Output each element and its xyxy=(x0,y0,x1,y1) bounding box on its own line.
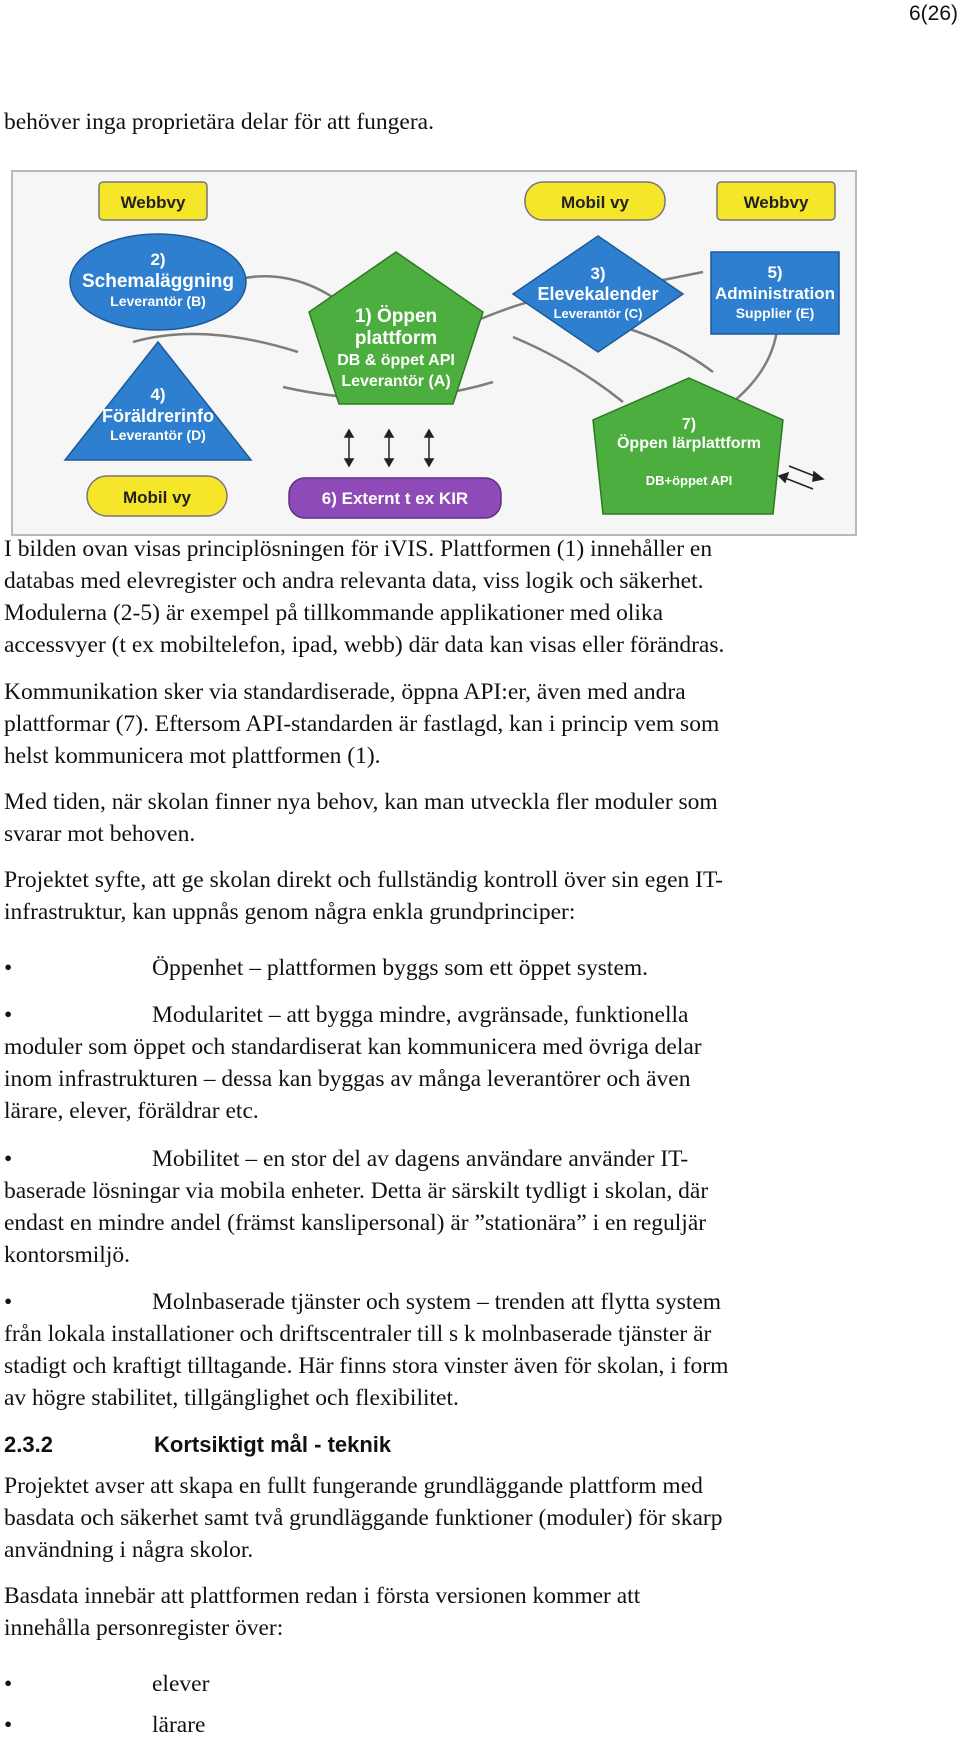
diagonal-arrows xyxy=(779,466,823,489)
plattform-line2: plattform xyxy=(354,328,438,349)
list-item-text: elever xyxy=(152,1671,210,1697)
list-item xyxy=(4,1668,954,1700)
intro-fragment: behöver inga proprietära delar för att fungera. xyxy=(4,109,434,135)
principle-openness xyxy=(4,952,954,984)
principle-cloud xyxy=(4,1286,954,1318)
bullet: • xyxy=(4,1712,13,1738)
p1-line3: Modulerna (2-5) är exempel på tillkommande applikationer med olika xyxy=(4,600,664,626)
elev-supplier: Leverantör (C) xyxy=(553,306,643,321)
plattform-line4: Leverantör (A) xyxy=(341,373,451,390)
p4-line2: infrastruktur, kan uppnås genom några enkla grundprinciper: xyxy=(4,899,576,925)
webbvy-left-box xyxy=(99,182,207,220)
plattform-line1: 1) Öppen xyxy=(354,306,438,327)
schema-number: 2) xyxy=(150,250,166,269)
vertical-arrows xyxy=(345,430,433,466)
webbvy-right-label: Webbvy xyxy=(743,193,809,212)
mobilvy-top-box xyxy=(525,182,665,220)
section-title: Kortsiktigt mål - teknik xyxy=(154,1432,392,1457)
section-p1-line1: Projektet avser att skapa en fullt fungerande grundläggande plattform med xyxy=(4,1473,703,1499)
schema-title: Schemaläggning xyxy=(81,271,235,292)
mobilvy-top-label: Mobil vy xyxy=(560,193,630,212)
admin-title: Administration xyxy=(715,284,835,303)
section-p1-line2: basdata och säkerhet samt två grundläggande funktioner (moduler) för skarp xyxy=(4,1505,723,1531)
larplattform-number: 7) xyxy=(681,416,697,433)
larplattform-module xyxy=(593,378,783,514)
principle-text: Öppenhet – plattformen byggs som ett öppet system. xyxy=(152,955,649,981)
p1-line4: accessvyer (t ex mobiltelefon, ipad, webb) där data kan visas eller förändras. xyxy=(4,632,725,658)
principle-mobility-l2: baserade lösningar via mobila enheter. Detta är särskilt tydligt i skolan, där xyxy=(4,1178,709,1204)
principle-text: Molnbaserade tjänster och system – trenden att flytta system xyxy=(152,1289,722,1315)
webbvy-right-box xyxy=(717,182,835,220)
list-item-text: lärare xyxy=(152,1712,206,1738)
section-heading xyxy=(4,1432,391,1458)
principle-mobility xyxy=(4,1143,954,1175)
diagram-canvas xyxy=(13,172,855,534)
schema-supplier: Leverantör (B) xyxy=(110,293,206,309)
mobilvy-bottom-box xyxy=(87,476,227,516)
p4-line1: Projektet syfte, att ge skolan direkt och fullständig kontroll över sin egen IT- xyxy=(4,867,723,893)
p2-line2: plattformar (7). Eftersom API-standarden är fastlagd, kan i princip vem som xyxy=(4,711,720,737)
section-p2-line1: Basdata innebär att plattformen redan i första versionen kommer att xyxy=(4,1583,641,1609)
principle-text: Modularitet – att bygga mindre, avgränsade, funktionella xyxy=(152,1002,689,1028)
p2-line1: Kommunikation sker via standardiserade, öppna API:er, även med andra xyxy=(4,679,686,705)
p2-line3: helst kommunicera mot plattformen (1). xyxy=(4,743,381,769)
principle-modularity-l4: lärare, elever, föräldrar etc. xyxy=(4,1098,259,1124)
principle-modularity xyxy=(4,999,954,1031)
foraldrerinfo-module xyxy=(65,342,251,460)
p1-line1: I bilden ovan visas principlösningen för iVIS. Plattformen (1) innehåller en xyxy=(4,536,713,562)
principle-modularity-l2: moduler som öppet och standardiserat kan kommunicera med övriga delar xyxy=(4,1034,702,1060)
foralder-supplier: Leverantör (D) xyxy=(110,427,206,443)
administration-module xyxy=(711,252,839,334)
principle-cloud-l2: från lokala installationer och driftscentraler till s k molnbaserade tjänster är xyxy=(4,1321,712,1347)
plattform-line3: DB & öppet API xyxy=(337,352,455,369)
section-number: 2.3.2 xyxy=(4,1432,53,1457)
bullet: • xyxy=(4,1002,13,1028)
foralder-number: 4) xyxy=(150,385,166,404)
elevekalender-module xyxy=(513,236,683,352)
mobilvy-bottom-label: Mobil vy xyxy=(122,488,192,507)
principle-mobility-l4: kontorsmiljö. xyxy=(4,1242,130,1268)
larplattform-db: DB+öppet API xyxy=(645,473,733,488)
principle-cloud-l4: av högre stabilitet, tillgänglighet och flexibilitet. xyxy=(4,1385,459,1411)
externt-label: 6) Externt t ex KIR xyxy=(321,489,469,508)
webbvy-left-label: Webbvy xyxy=(120,193,186,212)
admin-number: 5) xyxy=(767,263,783,282)
principle-cloud-l3: stadigt och kraftigt tilltagande. Här finns stora vinster även för skolan, i form xyxy=(4,1353,729,1379)
principle-modularity-l3: inom infrastrukturen – dessa kan byggas av många leverantörer och även xyxy=(4,1066,691,1092)
externt-box xyxy=(289,478,501,518)
elev-title: Elevekalender xyxy=(537,284,659,304)
bullet: • xyxy=(4,1146,13,1172)
bullet: • xyxy=(4,955,13,981)
foralder-title: Föräldrerinfo xyxy=(101,406,215,426)
bullet: • xyxy=(4,1289,13,1315)
section-p2-line2: innehålla personregister över: xyxy=(4,1615,284,1641)
schemalaggning-module xyxy=(70,234,246,330)
principle-text: Mobilitet – en stor del av dagens användare använder IT- xyxy=(152,1146,689,1172)
p1-line2: databas med elevregister och andra relevanta data, viss logik och säkerhet. xyxy=(4,568,704,594)
bullet: • xyxy=(4,1671,13,1697)
elev-number: 3) xyxy=(590,264,606,283)
list-item xyxy=(4,1709,954,1741)
principle-mobility-l3: endast en mindre andel (främst kanslipersonal) är ”stationära” i en reguljär xyxy=(4,1210,707,1236)
p3-line1: Med tiden, när skolan finner nya behov, kan man utveckla fler moduler som xyxy=(4,789,718,815)
page-number: 6(26) xyxy=(908,2,958,25)
oppen-plattform-module xyxy=(309,252,483,404)
section-p1-line3: användning i några skolor. xyxy=(4,1537,254,1563)
p3-line2: svarar mot behoven. xyxy=(4,821,196,847)
larplattform-title: Öppen lärplattform xyxy=(616,435,762,452)
architecture-diagram xyxy=(11,170,857,536)
admin-supplier: Supplier (E) xyxy=(735,305,815,321)
